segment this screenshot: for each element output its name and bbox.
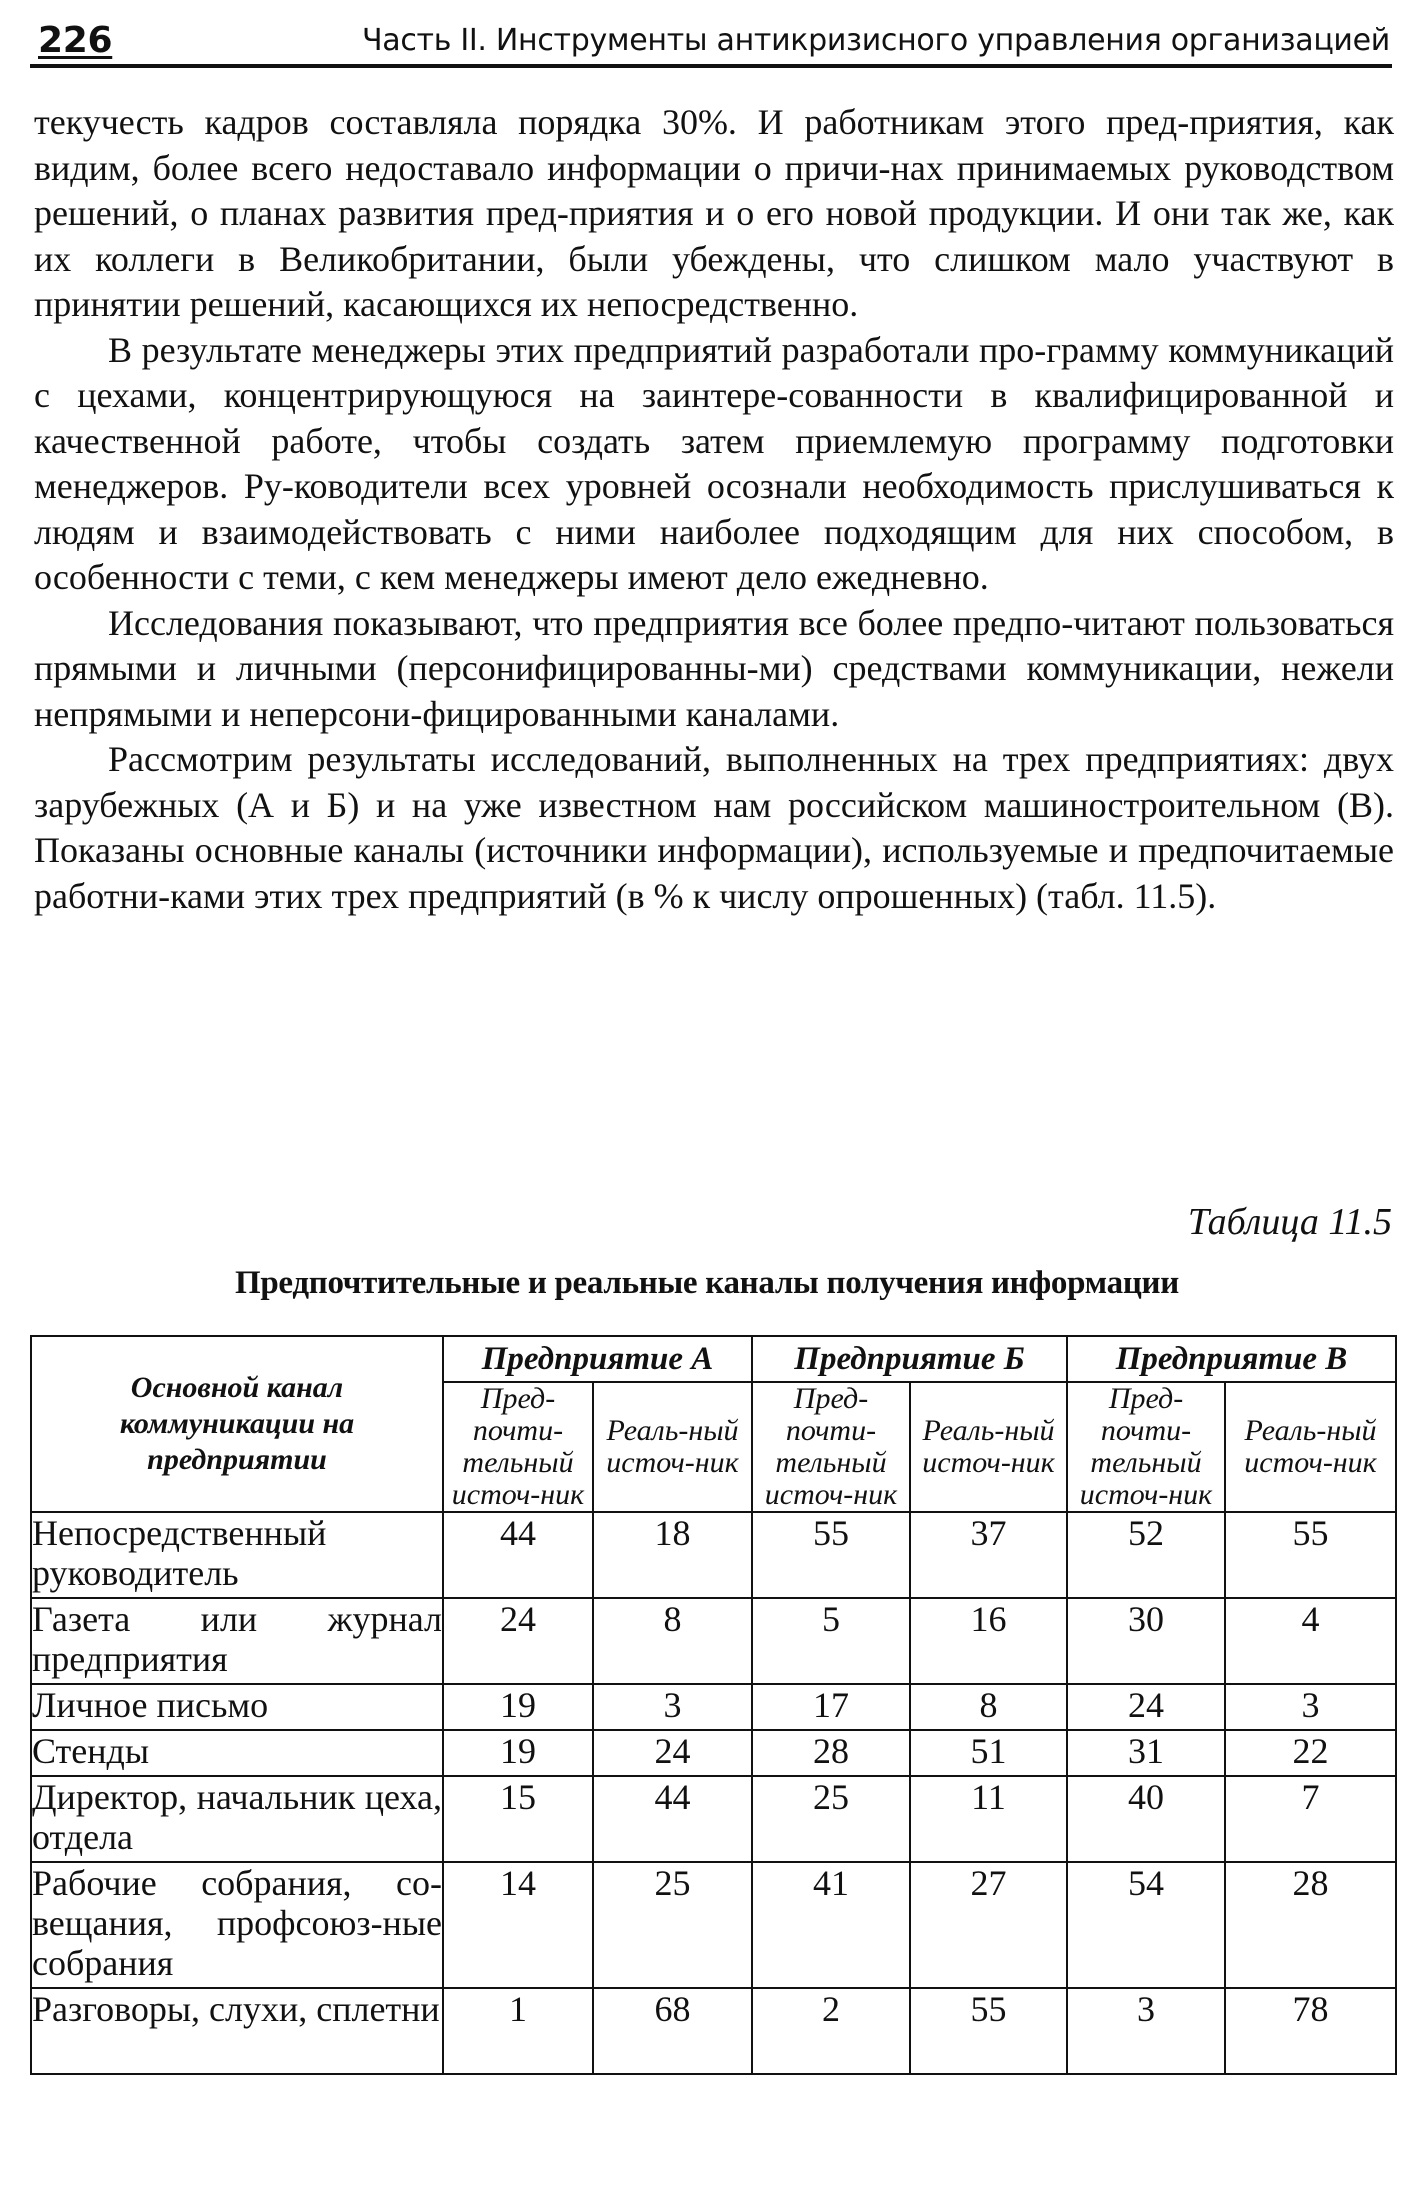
enterprise-header-b: Предприятие Б	[752, 1336, 1067, 1382]
cell-value: 78	[1225, 1988, 1396, 2074]
page-number: 226	[38, 20, 113, 61]
cell-value: 24	[593, 1730, 752, 1776]
cell-value: 15	[443, 1776, 593, 1862]
cell-value: 4	[1225, 1598, 1396, 1684]
table-row	[31, 1684, 1396, 1730]
cell-value: 3	[1225, 1684, 1396, 1730]
cell-value: 8	[910, 1684, 1067, 1730]
table-title: Предпочтительные и реальные каналы получения информации	[235, 1265, 1179, 1301]
cell-value: 16	[910, 1598, 1067, 1684]
table-row	[31, 1776, 1396, 1862]
cell-value: 7	[1225, 1776, 1396, 1862]
running-header	[30, 14, 1392, 68]
row-label: Личное письмо	[31, 1684, 443, 1730]
cell-value: 40	[1067, 1776, 1225, 1862]
cell-value: 8	[593, 1598, 752, 1684]
cell-value: 11	[910, 1776, 1067, 1862]
cell-value: 41	[752, 1862, 910, 1988]
row-label: Разговоры, слухи, сплетни	[31, 1988, 443, 2074]
cell-value: 2	[752, 1988, 910, 2074]
cell-value: 68	[593, 1988, 752, 2074]
table-row	[31, 1862, 1396, 1988]
cell-value: 24	[1067, 1684, 1225, 1730]
cell-value: 3	[1067, 1988, 1225, 2074]
body-text	[34, 100, 1394, 919]
cell-value: 18	[593, 1512, 752, 1598]
table-row	[31, 1598, 1396, 1684]
cell-value: 5	[752, 1598, 910, 1684]
table-header-row	[31, 1336, 1396, 1382]
subheader-real: Реаль-ный источ-ник	[910, 1382, 1067, 1512]
row-label: Рабочие собрания, со-вещания, профсоюз-ные собрания	[31, 1862, 443, 1988]
cell-value: 27	[910, 1862, 1067, 1988]
row-label: Стенды	[31, 1730, 443, 1776]
cell-value: 55	[752, 1512, 910, 1598]
cell-value: 30	[1067, 1598, 1225, 1684]
table-row	[31, 1988, 1396, 2074]
cell-value: 54	[1067, 1862, 1225, 1988]
cell-value: 19	[443, 1730, 593, 1776]
cell-value: 1	[443, 1988, 593, 2074]
corner-header: Основной канал коммуникации на предприятии	[31, 1336, 443, 1512]
cell-value: 31	[1067, 1730, 1225, 1776]
cell-value: 55	[1225, 1512, 1396, 1598]
cell-value: 44	[593, 1776, 752, 1862]
cell-value: 51	[910, 1730, 1067, 1776]
cell-value: 22	[1225, 1730, 1396, 1776]
subheader-preferred: Пред-почти-тельный источ-ник	[1067, 1382, 1225, 1512]
table-row	[31, 1730, 1396, 1776]
enterprise-header-v: Предприятие В	[1067, 1336, 1396, 1382]
cell-value: 3	[593, 1684, 752, 1730]
paragraph: Исследования показывают, что предприятия все более предпо-читают пользоваться прямыми и личными (персонифицированны-ми) средствами коммуникации, нежели непрямыми и неперсони-фицированными каналами.	[34, 602, 1394, 734]
paragraph: текучесть кадров составляла порядка 30%. И работникам этого пред-приятия, как видим, более всего недоставало информации о причи-нах принимаемых руководством решений, о планах развития пред-приятия и о его новой продукции. И они так же, как их коллеги в Великобритании, были убеждены, что слишком мало участвуют в принятии решений, касающихся их непосредственно.	[34, 102, 1394, 324]
paragraph: Рассмотрим результаты исследований, выполненных на трех предприятиях: двух зарубежных (А и Б) и на уже известном нам российском машиностроительном (В). Показаны основные каналы (источники информации), используемые и предпочитаемые работни-ками этих трех предприятий (в % к числу опрошенных) (табл. 11.5).	[34, 739, 1394, 916]
cell-value: 25	[593, 1862, 752, 1988]
subheader-preferred: Пред-почти-тельный источ-ник	[443, 1382, 593, 1512]
subheader-real: Реаль-ный источ-ник	[1225, 1382, 1396, 1512]
table-row	[31, 1512, 1396, 1598]
running-title: Часть II. Инструменты антикризисного управления организацией	[362, 23, 1390, 58]
cell-value: 28	[1225, 1862, 1396, 1988]
cell-value: 28	[752, 1730, 910, 1776]
cell-value: 24	[443, 1598, 593, 1684]
table-label: Таблица 11.5	[1187, 1201, 1392, 1243]
cell-value: 37	[910, 1512, 1067, 1598]
row-label: Директор, начальник цеха, отдела	[31, 1776, 443, 1862]
row-label: Непосредственный руководитель	[31, 1512, 443, 1598]
subheader-preferred: Пред-почти-тельный источ-ник	[752, 1382, 910, 1512]
channels-table	[30, 1335, 1397, 2075]
cell-value: 52	[1067, 1512, 1225, 1598]
enterprise-header-a: Предприятие А	[443, 1336, 752, 1382]
subheader-real: Реаль-ный источ-ник	[593, 1382, 752, 1512]
cell-value: 44	[443, 1512, 593, 1598]
cell-value: 55	[910, 1988, 1067, 2074]
cell-value: 17	[752, 1684, 910, 1730]
cell-value: 19	[443, 1684, 593, 1730]
cell-value: 14	[443, 1862, 593, 1988]
row-label: Газета или журнал предприятия	[31, 1598, 443, 1684]
paragraph: В результате менеджеры этих предприятий разработали про-грамму коммуникаций с цехами, концентрирующуюся на заинтере-сованности в квалифицированной и качественной работе, чтобы создать затем приемлемую программу подготовки менеджеров. Ру-ководители всех уровней осознали необходимость прислушиваться к людям и взаимодействовать с ними наиболее подходящим для них способом, в особенности с теми, с кем менеджеры имеют дело ежедневно.	[34, 329, 1394, 597]
cell-value: 25	[752, 1776, 910, 1862]
